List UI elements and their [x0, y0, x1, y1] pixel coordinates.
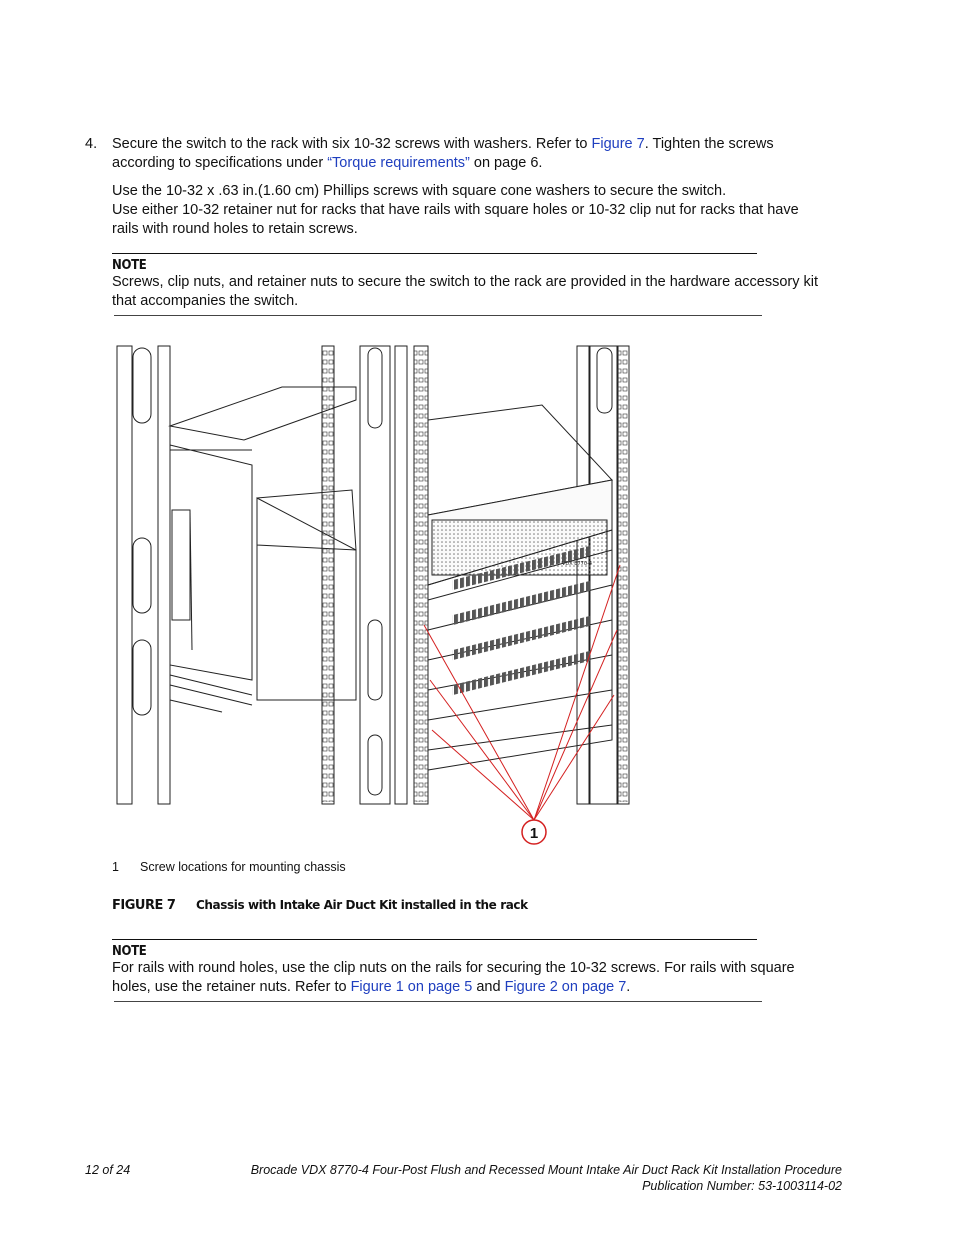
figure-1-link[interactable]: Figure 1 on page 5 — [350, 979, 473, 995]
text-run: on page 6. — [469, 155, 543, 171]
figure-caption: Chassis with Intake Air Duct Kit installed in the rack — [196, 898, 528, 912]
left-front-post — [322, 346, 407, 804]
screws-paragraph: Use the 10-32 x .63 in.(1.60 cm) Phillips screws with square cone washers to secure the switch. — [112, 183, 727, 199]
note-2-text — [112, 959, 852, 997]
footer-title — [251, 1162, 842, 1194]
note-2-label: NOTE — [112, 944, 147, 959]
text-run: and — [472, 979, 505, 995]
footer-document-title: Brocade VDX 8770-4 Four-Post Flush and Recessed Mount Intake Air Duct Rack Kit Installation Procedure — [250, 1163, 842, 1177]
rail-holes — [617, 348, 629, 802]
text-run: according to specifications under — [112, 155, 328, 171]
callout-1 — [522, 820, 546, 844]
rack-chassis-illustration — [112, 340, 652, 850]
rail-holes — [414, 348, 428, 802]
figure-label: FIGURE 7 — [112, 898, 176, 913]
note-1-text — [112, 273, 852, 311]
footer-publication-number: Publication Number: 53-1003114-02 — [642, 1179, 842, 1193]
rail-holes — [322, 348, 334, 802]
figure-7-link[interactable]: Figure 7 — [591, 136, 645, 152]
left-rear-post — [117, 346, 170, 804]
legend-number: 1 — [112, 860, 119, 874]
step-number: 4. — [85, 136, 98, 152]
chassis-model-text: VDX 8770-4 — [562, 561, 592, 567]
note-2-top-rule — [112, 939, 757, 940]
legend-text: Screw locations for mounting chassis — [140, 860, 346, 874]
note-1-line-1: Screws, clip nuts, and retainer nuts to secure the switch to the rack are provided in the hardware accessory kit — [112, 274, 819, 290]
note-1-line-2: that accompanies the switch. — [112, 293, 299, 309]
nuts-paragraph-line-2: rails with round holes to retain screws. — [112, 221, 358, 237]
step-4-line-1 — [112, 135, 812, 154]
text-run: holes, use the retainer nuts. Refer to — [112, 979, 351, 995]
step-4-text — [112, 135, 812, 173]
note-2-bottom-rule — [114, 1001, 762, 1002]
note-2-line-2 — [112, 978, 852, 997]
torque-requirements-link[interactable]: “Torque requirements” — [327, 155, 470, 171]
nuts-paragraph-line-1: Use either 10-32 retainer nut for racks that have rails with square holes or 10-32 clip nut for racks that have — [112, 202, 799, 218]
text-run: . — [626, 979, 631, 995]
text-run: Secure the switch to the rack with six 10-32 screws with washers. Refer to — [112, 136, 592, 152]
note-1-top-rule — [112, 253, 757, 254]
figure-2-link[interactable]: Figure 2 on page 7 — [504, 979, 627, 995]
note-1-label: NOTE — [112, 258, 147, 273]
callout-number: 1 — [529, 825, 539, 842]
note-1-bottom-rule — [114, 315, 762, 316]
text-run: . Tighten the screws — [644, 136, 774, 152]
step-4-line-2 — [112, 154, 812, 173]
note-2-line-1: For rails with round holes, use the clip nuts on the rails for securing the 10-32 screws. For rails with square — [112, 960, 795, 976]
footer-page-number: 12 of 24 — [85, 1163, 131, 1177]
nuts-paragraph — [112, 201, 852, 239]
